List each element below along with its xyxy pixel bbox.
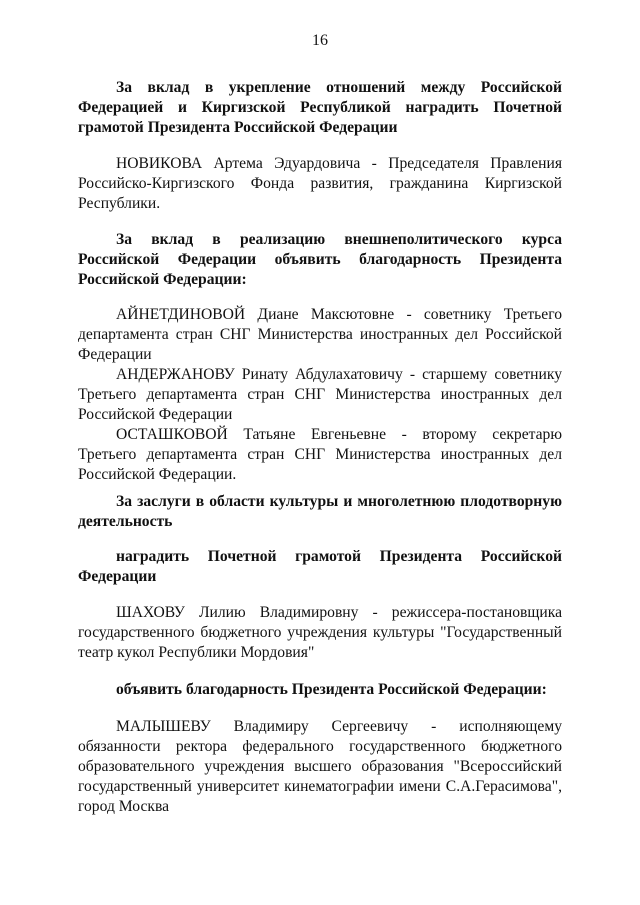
entry-text: НОВИКОВА Артема Эдуардовича - Председателя Правления Российско-Киргизского Фонда развития, гражданина Киргизской Республики. xyxy=(78,155,562,212)
subheading-text: наградить Почетной грамотой Президента Российской Федерации xyxy=(78,548,562,585)
subheading-certificate xyxy=(78,547,562,587)
entry-text: МАЛЫШЕВУ Владимиру Сергеевичу - исполняющему обязанности ректора федерального государственного бюджетного образовательного учреждения высшего образования "Всероссийский государственный университет кинематографии имени С.А.Герасимова", город Москва xyxy=(78,718,562,815)
heading-text: За вклад в укрепление отношений между Российской Федерацией и Киргизской Республикой наградить Почетной грамотой Президента Российской Федерации xyxy=(78,79,562,136)
section-heading-kyrgyz-relations xyxy=(78,78,562,138)
award-list-foreign-ministry xyxy=(78,305,562,485)
heading-text: За заслуги в области культуры и многолетнюю плодотворную деятельность xyxy=(78,493,562,530)
entry-text: ШАХОВУ Лилию Владимировну - режиссера-постановщика государственного бюджетного учреждения культуры "Государственный театр кукол Республики Мордовия" xyxy=(78,604,562,661)
award-entry-ainetdinova: АЙНЕТДИНОВОЙ Диане Максютовне - советнику Третьего департамента стран СНГ Министерства иностранных дел Российской Федерации xyxy=(78,306,562,363)
section-heading-foreign-policy xyxy=(78,230,562,290)
heading-text: За вклад в реализацию внешнеполитического курса Российской Федерации объявить благодарность Президента Российской Федерации: xyxy=(78,231,562,288)
award-entry-ostashkova: ОСТАШКОВОЙ Татьяне Евгеньевне - второму секретарю Третьего департамента стран СНГ Министерства иностранных дел Российской Федерации. xyxy=(78,426,562,483)
subheading-text: объявить благодарность Президента Российской Федерации: xyxy=(116,681,547,698)
subheading-gratitude xyxy=(78,680,562,700)
section-heading-culture xyxy=(78,492,562,532)
page-number: 16 xyxy=(312,32,328,49)
award-entry-anderzhanov: АНДЕРЖАНОВУ Ринату Абдулахатовичу - старшему советнику Третьего департамента стран СНГ Министерства иностранных дел Российской Федерации xyxy=(78,366,562,423)
award-entry-shakhova xyxy=(78,603,562,663)
award-entry-novikov xyxy=(78,154,562,214)
award-entry-malyshev xyxy=(78,717,562,817)
